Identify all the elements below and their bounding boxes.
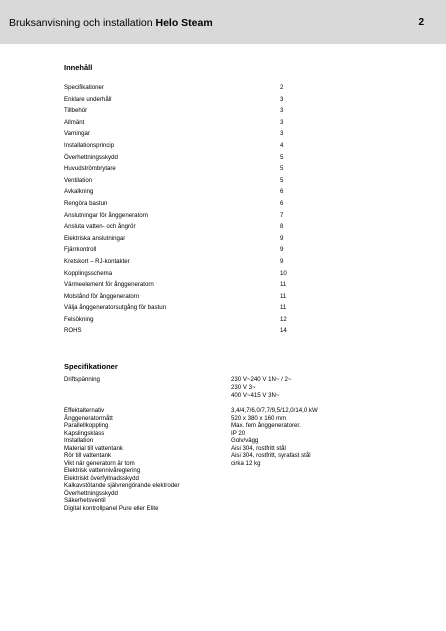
toc-entry-label: Ansluta vatten- och ångrör [64, 223, 136, 231]
table-of-contents [64, 82, 304, 337]
toc-entry-label: ROHS [64, 327, 82, 335]
toc-entry [64, 302, 304, 314]
spec-item-label: Installation [64, 437, 94, 444]
toc-entry-label: Ventilation [64, 176, 93, 184]
toc-entry [64, 325, 304, 337]
spec-item-value: Aisi 304, rostfritt stål [231, 444, 286, 452]
toc-entry-label: Huvudströmbrytare [64, 165, 116, 173]
toc-entry-page: 11 [280, 304, 287, 312]
toc-entry [64, 117, 304, 129]
toc-entry-label: Enklare underhåll [64, 95, 112, 103]
toc-heading: Innehåll [64, 63, 93, 72]
toc-entry [64, 291, 304, 303]
toc-entry [64, 221, 304, 233]
toc-entry [64, 82, 304, 94]
toc-entry [64, 210, 304, 222]
page-header [0, 0, 446, 44]
toc-entry-page: 3 [280, 95, 284, 103]
toc-entry-page: 6 [280, 188, 284, 196]
toc-entry-label: Anslutningar för ånggeneratorn [64, 211, 149, 219]
spec-item-value: Golv/vägg [231, 437, 259, 444]
toc-entry [64, 256, 304, 268]
toc-entry-page: 5 [280, 165, 284, 173]
spec-item-label: Rör till vattentank [64, 452, 112, 459]
toc-entry-label: Specifikationer [64, 84, 104, 91]
toc-entry-label: Installationsprincip [64, 141, 115, 149]
toc-entry-page: 4 [280, 141, 284, 149]
toc-entry-label: Kretskort – RJ-kontakter [64, 257, 130, 265]
toc-entry [64, 152, 304, 164]
spec-item-label: Kapslingsklass [64, 429, 105, 437]
toc-entry-label: Överhettningsskydd [64, 153, 118, 161]
toc-entry [64, 186, 304, 198]
toc-entry [64, 105, 304, 117]
toc-entry-label: Elektriska anslutningar [64, 234, 126, 242]
toc-entry-label: Allmänt [64, 118, 85, 126]
toc-entry-label: Felsökning [64, 315, 94, 323]
toc-entry [64, 268, 304, 280]
toc-entry-page: 12 [280, 315, 287, 323]
spec-item-value: cirka 12 kg [231, 459, 261, 467]
toc-entry [64, 163, 304, 175]
spec-item-value: 520 x 380 x 160 mm [231, 414, 287, 422]
document-title-product: Helo Steam [155, 17, 213, 29]
toc-entry [64, 198, 304, 210]
toc-entry-page: 14 [280, 327, 287, 335]
spec-item-label: Digital kontrollpanel Pure eller Elite [64, 504, 159, 512]
document-title-prefix: Bruksanvisning och installation [9, 17, 156, 29]
spec-item-label: Elektrisk vattennivåreglering [64, 467, 141, 474]
toc-entry-label: Tillbehör [64, 107, 88, 115]
spec-voltage-value: 230 V 3~ [231, 384, 256, 392]
toc-entry [64, 244, 304, 256]
spec-item-label: Överhettningsskydd [64, 489, 118, 497]
toc-entry-page: 10 [280, 269, 287, 277]
spec-item-value: IP 20 [231, 429, 246, 437]
spec-item-value: Max. fem ånggeneratorer. [231, 422, 301, 429]
toc-entry [64, 140, 304, 152]
toc-entry-page: 9 [280, 246, 284, 254]
toc-entry-label: Kopplingsschema [64, 269, 113, 277]
toc-entry [64, 314, 304, 326]
spec-item-label: Vikt när generatorn är tom [64, 459, 135, 467]
toc-entry-label: Fjärrkontroll [64, 246, 97, 254]
spec-voltage-values [231, 376, 291, 401]
spec-voltage-label: Driftspänning [64, 376, 100, 383]
toc-entry [64, 128, 304, 140]
toc-entry-page: 3 [280, 130, 284, 138]
toc-entry [64, 279, 304, 291]
toc-entry-page: 3 [280, 107, 284, 115]
spec-item-label: Säkerhetsventil [64, 497, 106, 504]
toc-entry-page: 9 [280, 257, 284, 265]
spec-voltage-value: 400 V~415 V 3N~ [231, 392, 280, 400]
toc-entry-page: 2 [280, 84, 284, 91]
spec-item-label: Ånggeneratormått [64, 414, 113, 422]
toc-entry [64, 233, 304, 245]
toc-entry-label: Avkalkning [64, 188, 94, 196]
toc-entry [64, 94, 304, 106]
toc-entry-label: Motstånd för ånggeneratorn [64, 292, 140, 300]
spec-item-label: Elektriskt överfyllnadsskydd [64, 474, 139, 482]
spec-item-value: Aisi 304, rostfritt, syrafast stål [231, 452, 311, 459]
toc-entry-page: 6 [280, 199, 284, 207]
spec-item-label: Effektalternativ [64, 407, 105, 414]
spec-value-list [231, 407, 318, 467]
toc-entry-page: 8 [280, 223, 284, 231]
toc-entry-page: 7 [280, 211, 284, 219]
toc-entry-label: Varningar [64, 130, 90, 138]
spec-voltage-value: 230 V~240 V 1N~ / 2~ [231, 376, 292, 383]
toc-entry-page: 11 [280, 292, 287, 300]
document-title [9, 17, 213, 29]
spec-item-value: 3,4/4,7/6,0/7,7/9,5/12,0/14,0 kW [231, 407, 318, 414]
spec-item-label: Kalkavstötande självrengörande elektroder [64, 482, 180, 489]
spec-item-label: Material till vattentank [64, 444, 123, 452]
toc-entry-page: 9 [280, 234, 284, 242]
toc-entry-page: 3 [280, 118, 284, 126]
toc-entry-label: Värmeelement för ånggeneratorn [64, 281, 154, 289]
spec-item-list [64, 407, 180, 512]
toc-entry-label: Rengöra bastun [64, 199, 108, 207]
toc-entry-page: 5 [280, 176, 284, 184]
toc-entry-page: 11 [280, 281, 287, 289]
spec-item-label: Parallellkoppling [64, 422, 109, 429]
toc-entry [64, 175, 304, 187]
toc-entry-label: Välja ånggeneratorsutgång för bastun [64, 304, 166, 312]
toc-entry-page: 5 [280, 153, 284, 161]
page-number: 2 [418, 17, 424, 28]
specs-heading: Specifikationer [64, 362, 118, 371]
